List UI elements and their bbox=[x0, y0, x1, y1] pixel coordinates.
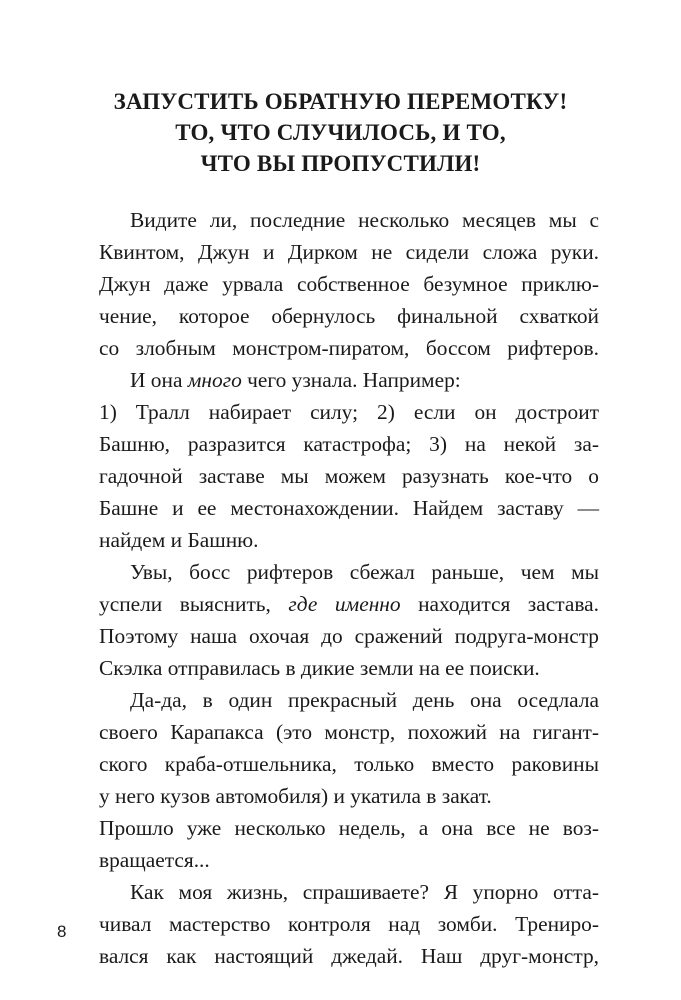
text-line: ского краба-отшельника, только вместо раковины bbox=[99, 752, 599, 776]
text-line: Джун даже урвала собственное безумное приклю- bbox=[99, 272, 599, 296]
text-line: чение, которое обернулось финальной схваткой bbox=[99, 304, 599, 328]
heading-line: ЗАПУСТИТЬ ОБРАТНУЮ ПЕРЕМОТКУ! bbox=[113, 89, 568, 114]
heading-line: ЧТО ВЫ ПРОПУСТИЛИ! bbox=[200, 151, 481, 176]
text-line: Прошло уже несколько недель, а она все не воз- bbox=[99, 816, 599, 840]
text-line: у него кузов автомобиля) и укатила в закат. bbox=[99, 784, 492, 808]
text-line: успели выяснить, где именно находится застава. bbox=[99, 592, 599, 616]
text-line: Квинтом, Джун и Дирком не сидели сложа руки. bbox=[99, 240, 599, 264]
heading-line: ТО, ЧТО СЛУЧИЛОСЬ, И ТО, bbox=[175, 120, 506, 145]
text-line: И она много чего узнала. Например: bbox=[130, 368, 461, 392]
emphasis-text: где именно bbox=[288, 592, 401, 616]
chapter-heading bbox=[0, 86, 681, 179]
text-line: чивал мастерство контроля над зомби. Трениро- bbox=[99, 912, 599, 936]
emphasis-text: много bbox=[187, 368, 242, 392]
text-line: со злобным монстром-пиратом, боссом рифтеров. bbox=[99, 336, 599, 360]
text-line: Видите ли, последние несколько месяцев мы с bbox=[130, 208, 599, 232]
text-line: Как моя жизнь, спрашиваете? Я упорно отта- bbox=[130, 880, 599, 904]
text-line: 1) Тралл набирает силу; 2) если он достроит bbox=[99, 400, 599, 424]
text-line: Поэтому наша охочая до сражений подруга-монстр bbox=[99, 624, 599, 648]
text-line: гадочной заставе мы можем разузнать кое-что о bbox=[99, 464, 599, 488]
text-line: Башне и ее местонахождении. Найдем заставу — bbox=[99, 496, 599, 520]
body-text bbox=[99, 204, 599, 972]
text-line: Увы, босс рифтеров сбежал раньше, чем мы bbox=[130, 560, 599, 584]
text-line: вался как настоящий джедай. Наш друг-монстр, bbox=[99, 944, 599, 968]
text-line: найдем и Башню. bbox=[99, 528, 259, 552]
text-line: Да-да, в один прекрасный день она оседлала bbox=[130, 688, 599, 712]
text-line: Скэлка отправилась в дикие земли на ее поиски. bbox=[99, 656, 540, 680]
text-line: вращается... bbox=[99, 848, 210, 872]
text-line: Башню, разразится катастрофа; 3) на некой за- bbox=[99, 432, 599, 456]
text-line: своего Карапакса (это монстр, похожий на гигант- bbox=[99, 720, 599, 744]
page-number: 8 bbox=[57, 922, 67, 941]
